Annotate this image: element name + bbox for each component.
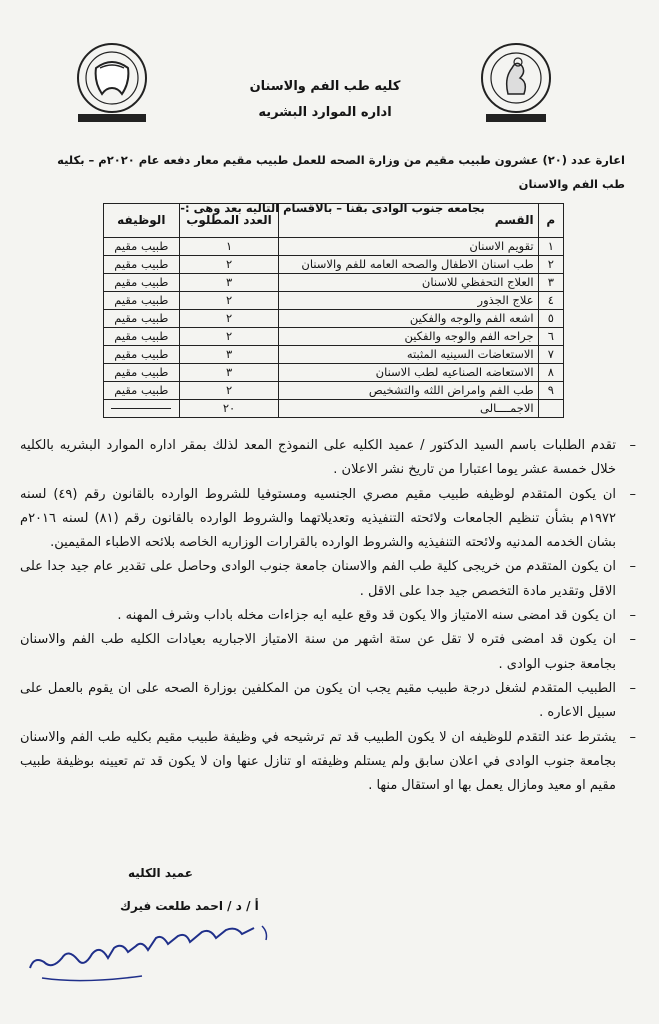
table-row	[104, 310, 564, 328]
row-job: طبيب مقيم	[104, 256, 180, 274]
table-row	[104, 274, 564, 292]
handwritten-date-signature	[22, 918, 282, 988]
university-logo	[468, 38, 564, 124]
row-num: ٩	[538, 382, 563, 400]
header-num: م	[538, 204, 563, 238]
row-count: ٣	[179, 274, 279, 292]
header-job: الوظيفه	[104, 204, 180, 238]
row-count: ٢	[179, 382, 279, 400]
row-num: ٦	[538, 328, 563, 346]
header-dept: القسم	[279, 204, 538, 238]
row-count: ١	[179, 238, 279, 256]
bullet-dash: –	[629, 559, 636, 575]
total-job-cell	[104, 400, 180, 418]
bullet-dash: –	[629, 632, 636, 648]
table-total-row	[104, 400, 564, 418]
condition-text: ان يكون قد امضى فتره لا تقل عن ستة اشهر من سنة الامتياز الاجباريه بعيادات الكليه طب الفم والاسنان بجامعة جنوب الوادى .	[20, 632, 616, 672]
table-row	[104, 256, 564, 274]
row-job: طبيب مقيم	[104, 238, 180, 256]
signer-name: أ / د / احمد طلعت فيرك	[120, 899, 259, 913]
row-dept: علاج الجذور	[279, 292, 538, 310]
row-num: ٨	[538, 364, 563, 382]
table-header-row	[104, 204, 564, 238]
row-job: طبيب مقيم	[104, 310, 180, 328]
row-num: ٧	[538, 346, 563, 364]
total-num-cell	[538, 400, 563, 418]
row-dept: طب الفم وامراض اللثه والتشخيص	[279, 382, 538, 400]
condition-item	[20, 604, 638, 628]
condition-item	[20, 677, 638, 726]
condition-text: يشترط عند التقدم للوظيفه ان لا يكون الطبيب قد تم ترشيحه في وظيفة طبيب مقيم بكليه طب الفم والاسنان بجامعة جنوب الوادى في اعلان سابق ولم يستلم وظيفته او تنازل عنها وان لا يكون قد تم تعيينه بوظيفة طبيب مقيم او معيد ومازال يعمل بها او استقال منها .	[20, 729, 616, 794]
intro-line-1: اعارة عدد (٢٠) عشرون طبيب مقيم من وزارة الصحه للعمل طبيب مقيم معار دفعه عام ٢٠٢٠م – بكليه طب الفم والاسنان	[57, 153, 625, 191]
row-count: ٢	[179, 310, 279, 328]
row-num: ٥	[538, 310, 563, 328]
table-row	[104, 364, 564, 382]
bullet-dash: –	[629, 608, 636, 624]
faculty-logo	[64, 38, 160, 124]
total-dash-line	[111, 408, 171, 409]
table-row	[104, 238, 564, 256]
condition-item	[20, 555, 638, 604]
row-job: طبيب مقيم	[104, 328, 180, 346]
bullet-dash: –	[629, 680, 636, 696]
table-row	[104, 328, 564, 346]
row-job: طبيب مقيم	[104, 274, 180, 292]
vacancies-table	[103, 203, 564, 418]
row-dept: جراحه الفم والوجه والفكين	[279, 328, 538, 346]
condition-item	[20, 628, 638, 677]
department-name: اداره الموارد البشريه	[258, 105, 392, 120]
row-count: ٣	[179, 364, 279, 382]
row-num: ١	[538, 238, 563, 256]
condition-text: الطبيب المتقدم لشغل درجة طبيب مقيم يجب ان يكون من المكلفين بوزارة الصحه على ان يقوم بالعمل على سبيل الاعاره .	[20, 680, 616, 721]
row-num: ٢	[538, 256, 563, 274]
row-dept: طب اسنان الاطفال والصحه العامه للفم والاسنان	[279, 256, 538, 274]
row-dept: الاستعاضات السينيه المثبته	[279, 346, 538, 364]
table-row	[104, 292, 564, 310]
bullet-dash: –	[629, 438, 636, 453]
row-job: طبيب مقيم	[104, 292, 180, 310]
letterhead	[200, 74, 450, 126]
table-row	[104, 382, 564, 400]
total-label: الاجمــــالى	[279, 400, 538, 418]
row-count: ٣	[179, 346, 279, 364]
condition-text: ان يكون المتقدم لوظيفه طبيب مقيم مصري الجنسيه ومستوفيا للشروط الوارده بالقانون رقم (٤٩) لسنه ١٩٧٢م بشأن تنظيم الجامعات ولائحته التنفيذيه وتعديلاتهما والشروط الوارده بالقانون رقم (٨١) لسنه ٢٠١٦م بشان الخدمه المدنيه ولائحته التنفيذيه والشروط الوارده بالقرارات الوزاريه الخاصه بلائحه الاطباء المقيمين.	[20, 486, 617, 551]
condition-item	[20, 483, 638, 556]
dean-title: عميد الكليه	[128, 866, 193, 880]
conditions-list	[20, 434, 638, 798]
condition-text: تقدم الطلبات باسم السيد الدكتور / عميد الكليه على النموذج المعد لذلك بمقر اداره الموارد البشريه بالكليه خلال خمسة عشر يوما اعتبارا من تاريخ نشر الاعلان .	[20, 438, 616, 478]
row-dept: تقويم الاسنان	[279, 238, 538, 256]
bullet-dash: –	[629, 486, 636, 502]
condition-item	[20, 434, 638, 483]
table-row	[104, 346, 564, 364]
row-job: طبيب مقيم	[104, 382, 180, 400]
row-dept: اشعه الفم والوجه والفكين	[279, 310, 538, 328]
row-count: ٢	[179, 256, 279, 274]
intro-line-2: بجامعه جنوب الوادى بقنا – بالاقسام التاليه بعد وهى :-	[180, 201, 485, 215]
college-name: كليه طب الفم والاسنان	[249, 79, 401, 94]
total-count: ٢٠	[179, 400, 279, 418]
row-job: طبيب مقيم	[104, 346, 180, 364]
bullet-dash: –	[629, 729, 636, 745]
row-num: ٣	[538, 274, 563, 292]
row-count: ٢	[179, 292, 279, 310]
row-num: ٤	[538, 292, 563, 310]
condition-text: ان يكون المتقدم من خريجى كلية طب الفم والاسنان جامعة جنوب الوادى وحاصل على تقدير عام جيد جدا على الاقل وتقدير مادة التخصص جيد جدا على الاقل .	[20, 559, 616, 599]
row-dept: الاستعاضه الصناعيه لطب الاسنان	[279, 364, 538, 382]
condition-text: ان يكون قد امضى سنه الامتياز والا يكون قد وقع عليه ايه جزاءات مخله باداب وشرف المهنه .	[117, 608, 616, 624]
row-count: ٢	[179, 328, 279, 346]
header-count: العدد المطلوب	[179, 204, 279, 238]
row-job: طبيب مقيم	[104, 364, 180, 382]
condition-item	[20, 726, 638, 799]
row-dept: العلاج التحفظي للاسنان	[279, 274, 538, 292]
